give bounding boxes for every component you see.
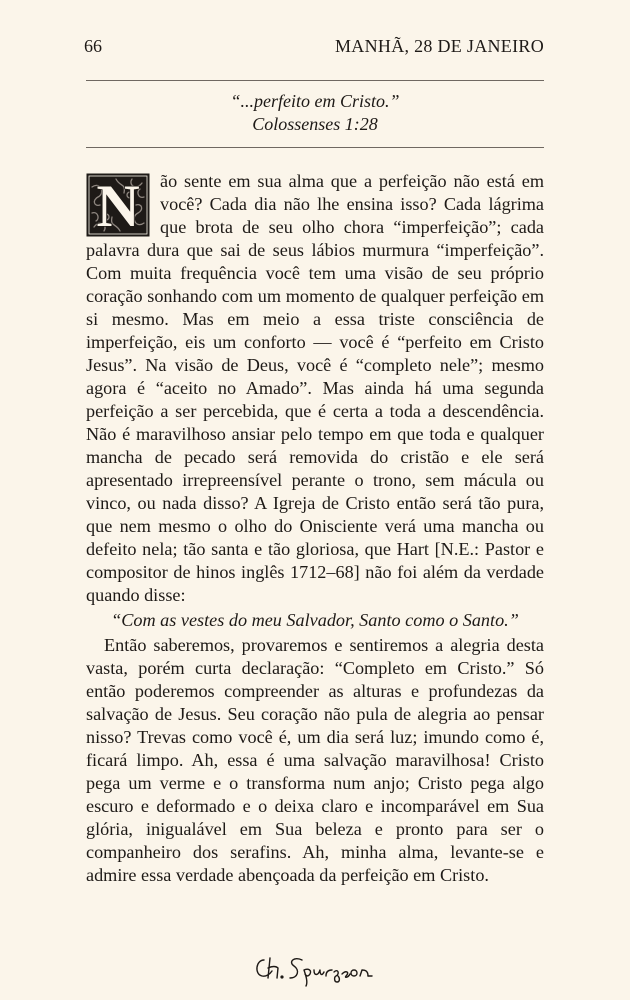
dropcap-letter: N <box>96 173 140 237</box>
running-title: MANHÃ, 28 DE JANEIRO <box>335 36 544 56</box>
epigraph-divider <box>86 147 544 148</box>
top-divider <box>86 80 544 81</box>
paragraph-2: Então saberemos, provaremos e sentiremos a alegria desta vasta, porém curta declaração: “Completo em Cristo.” Só então poderemos compreender as alturas e profundezas da salvação de Jesus. Seu coração não pula de alegria ao pensar nisso? Trevas como você é, um dia será luz; imundo como é, ficará limpo. Ah, essa é uma salvação maravilhosa! Cristo pega um verme e o transforma num anjo; Cristo pega algo escuro e deformado e o deixa claro e incomparável em Sua glória, inigualável em Sua beleza e pronto para ser o companheiro dos serafins. Ah, minha alma, levante-se e admire essa verdade abençoada da perfeição em Cristo. <box>86 635 544 885</box>
epigraph-reference: Colossenses 1:28 <box>252 114 378 134</box>
ornamental-dropcap-icon <box>86 173 150 237</box>
page-number: 66 <box>84 36 102 56</box>
page-header <box>86 36 544 60</box>
signature-icon <box>250 948 380 988</box>
epigraph-quote: “...perfeito em Cristo.” <box>230 91 400 111</box>
epigraph <box>86 90 544 136</box>
devotional-text <box>86 170 544 887</box>
paragraph-1: ão sente em sua alma que a perfeição não está em você? Cada dia não lhe ensina isso? Cada lágrima que brota de seu olho chora “imperfeição”; cada palavra dura que sai de seus lábios murmura “imperfeição”. Com muita frequência você tem uma visão de seu próprio coração sonhando com um momento de qualquer perfeição em si mesmo. Mas em meio a essa triste consciência de imperfeição, eis um conforto — você é “perfeito em Cristo Jesus”. Na visão de Deus, você é “completo nele”; mesmo agora é “aceito no Amado”. Mas ainda há uma segunda perfeição a ser percebida, que é certa a toda a descendência. Não é maravilhoso ansiar pelo tempo em que toda e qualquer mancha de pecado será removida do cristão e ele será apresentado irrepreensível perante o trono, sem mácula ou vinco, ou nada disso? A Igreja de Cristo então será tão pura, que nem mesmo o olho do Onisciente verá uma mancha ou defeito nela; tão santa e tão gloriosa, que Hart [N.E.: Pastor e compositor de hinos inglês 1712–68] não foi além da verdade quando disse: <box>86 171 544 605</box>
hymn-quote: “Com as vestes do meu Salvador, Santo como o Santo.” <box>111 610 519 630</box>
